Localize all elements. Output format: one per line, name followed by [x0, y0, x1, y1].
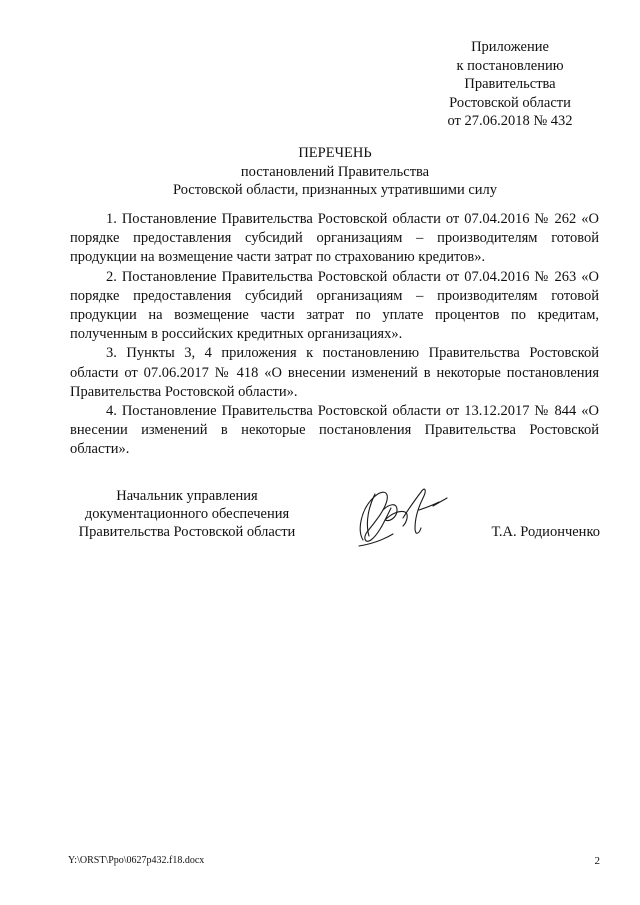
signatory-position-line: документационного обеспечения — [84, 506, 290, 522]
appendix-line: Приложение — [471, 39, 549, 55]
resolutions-list — [70, 210, 599, 460]
appendix-line: к постановлению — [456, 57, 564, 74]
appendix-line: Ростовской области — [449, 94, 571, 111]
title-subtitle-line: постановлений Правительства — [240, 163, 430, 180]
signatory-position-line: Начальник управления — [116, 488, 258, 504]
appendix-line: Правительства — [464, 76, 556, 92]
signatory-position-line: Правительства Ростовской области — [78, 524, 296, 540]
appendix-header — [420, 38, 600, 131]
list-item: 1. Постановление Правительства Ростовской области от 07.04.2016 № 262 «О порядке предоставления субсидий организациям – производителям готовой продукции на возмещение части затрат по страхованию кредитов». — [70, 211, 599, 266]
signatory-position — [62, 487, 312, 541]
footer-file-path: Y:\ORST\Ppo\0627p432.f18.docx — [68, 855, 205, 866]
page-number: 2 — [594, 855, 600, 867]
title-heading: ПЕРЕЧЕНЬ — [298, 145, 372, 161]
title-subtitle-line: Ростовской области, признанных утратившими силу — [172, 182, 498, 198]
signatory-name: Т.А. Родионченко — [491, 524, 600, 540]
appendix-line: от 27.06.2018 № 432 — [447, 113, 573, 129]
list-item: 4. Постановление Правительства Ростовской области от 13.12.2017 № 844 «О внесении изменений в некоторые постановления Правительства Ростовской области». — [70, 403, 599, 458]
list-item: 3. Пункты 3, 4 приложения к постановлению Правительства Ростовской области от 07.06.2017 № 418 «О внесении изменений в некоторые постановления Правительства Ростовской области». — [70, 345, 599, 400]
list-item: 2. Постановление Правительства Ростовской области от 07.04.2016 № 263 «О порядке предоставления субсидий организациям – производителям готовой продукции на возмещение части затрат по уплате процентов по кредитам, полученным в российских кредитных организациях». — [70, 268, 599, 343]
document-title — [70, 144, 600, 200]
handwritten-signature — [335, 470, 455, 560]
